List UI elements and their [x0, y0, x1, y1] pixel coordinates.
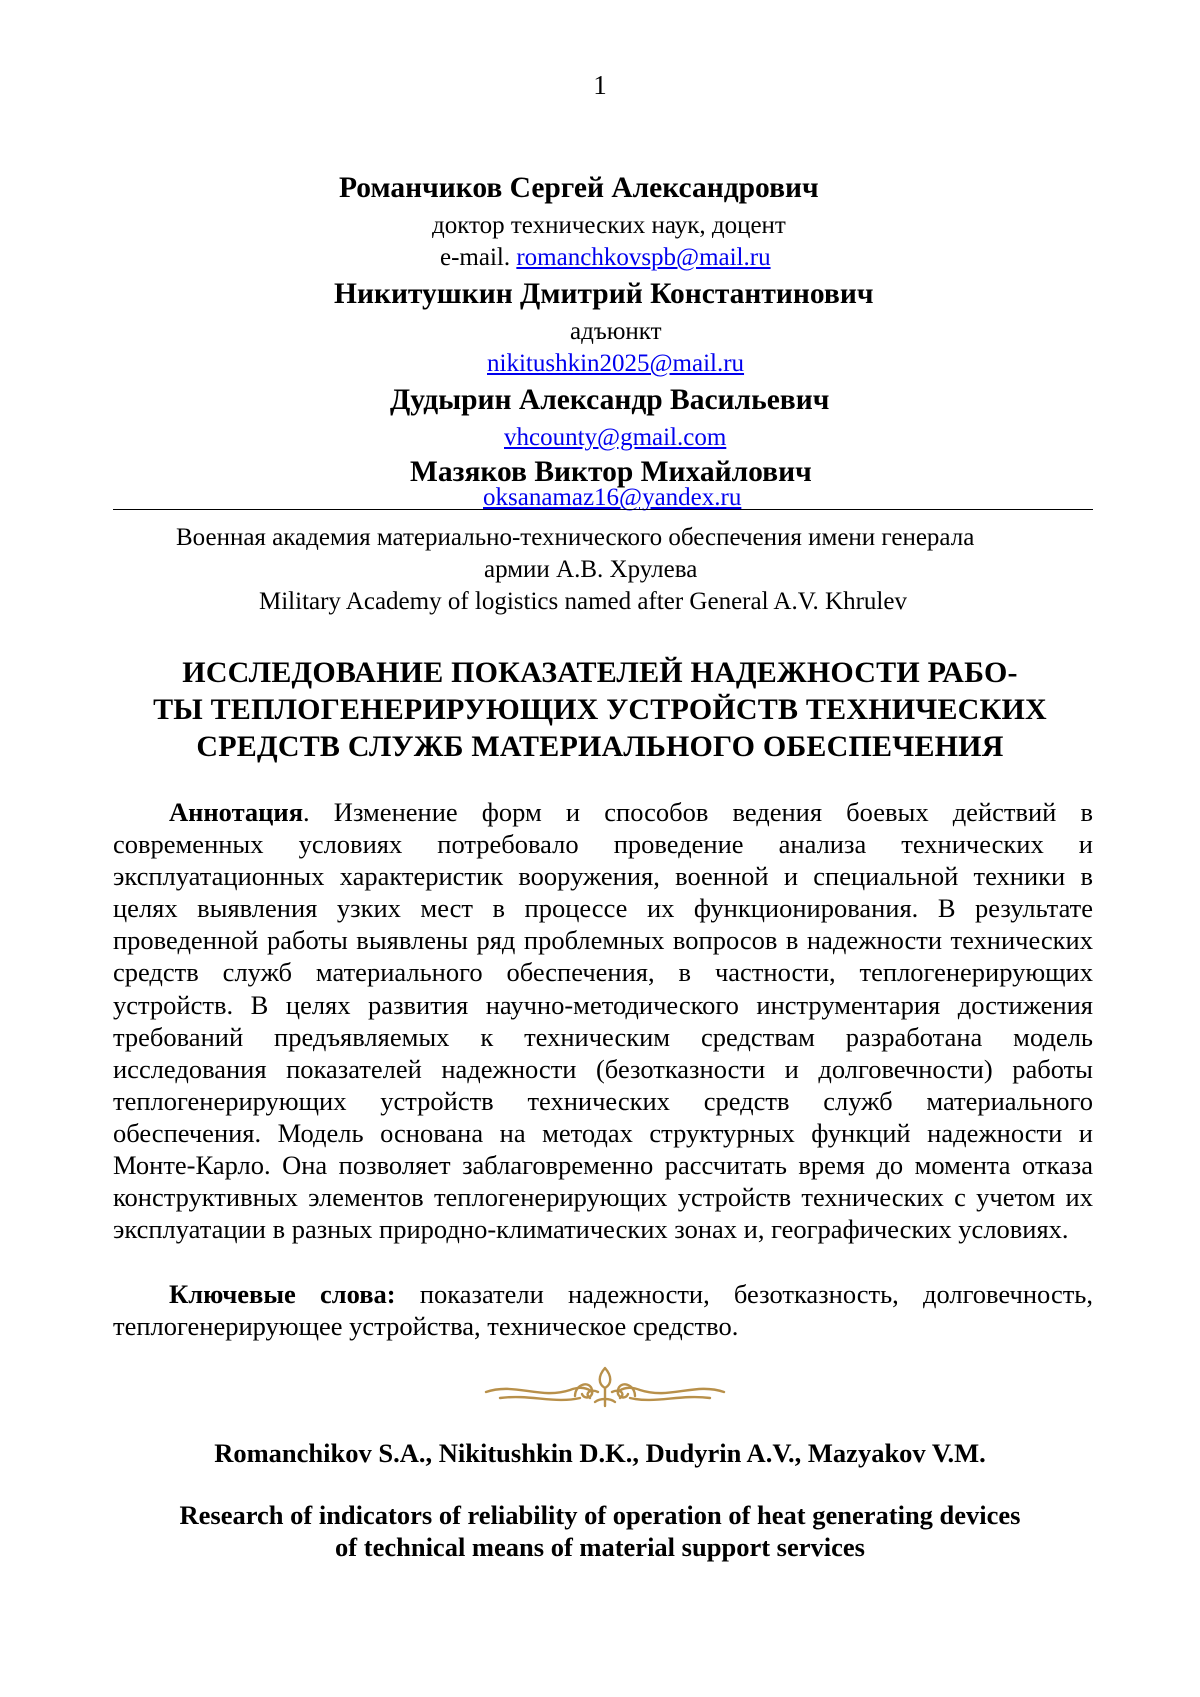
english-authors: Romanchikov S.A., Nikitushkin D.K., Dudyrin A.V., Mazyakov V.M. — [214, 1438, 986, 1468]
author-4-name: Мазяков Виктор Михайлович — [410, 456, 812, 488]
author-2-position: адъюнкт — [570, 318, 662, 345]
annotation-paragraph — [113, 796, 1093, 1245]
annotation-text: . Изменение форм и способов ведения боевых действий в современных условиях потребовало проведение анализа технических и эксплуатационных характеристик вооружения, военной и специальной техники в целях выявления узких мест в процессе их функционирования. В результате проведенной работы выявлены ряд проблемных вопросов в надежности технических средств служб материального обеспечения, в частности, теплогенерирующих устройств. В целях развития научно-методического инструментария достижения требований предъявляемых к техническим средствам разработана модель исследования показателей надежности (безотказности и долговечности) работы теплогенерирующих устройств технических средств служб материального обеспечения. Модель основана на методах структурных функций надежности и Монте-Карло. Она позволяет заблаговременно рассчитать время до момента отказа конструктивных элементов теплогенерирующих устройств технических с учетом их эксплуатации в разных природно-климатических зонах и, географических условиях. — [113, 797, 1093, 1245]
keywords-text: показатели надежности, безотказность, долговечность, теплогенерирующее устройства, техническое средство. — [113, 1279, 1093, 1342]
affiliation-ru-line-2: армии А.В. Хрулева — [484, 556, 698, 583]
author-1-name: Романчиков Сергей Александрович — [339, 172, 819, 204]
author-1-email-prefix: e-mail. — [440, 244, 517, 271]
decorative-scroll-divider-icon — [480, 1362, 730, 1414]
author-3-name: Дудырин Александр Васильевич — [390, 384, 830, 416]
title-line-3: СРЕДСТВ СЛУЖБ МАТЕРИАЛЬНОГО ОБЕСПЕЧЕНИЯ — [196, 730, 1004, 763]
english-title-line-2: of technical means of material support services — [335, 1532, 865, 1562]
author-2-email-link[interactable]: nikitushkin2025@mail.ru — [487, 350, 745, 377]
annotation-label: Аннотация — [169, 797, 304, 827]
title-line-2: ТЫ ТЕПЛОГЕНЕРИРУЮЩИХ УСТРОЙСТВ ТЕХНИЧЕСКИХ — [153, 693, 1047, 726]
keywords-paragraph — [113, 1278, 1093, 1342]
keywords-label: Ключевые слова: — [169, 1279, 396, 1309]
author-2-name: Никитушкин Дмитрий Константинович — [334, 278, 874, 310]
author-1-email-link[interactable]: romanchkovspb@mail.ru — [516, 244, 771, 271]
affiliation-en: Military Academy of logistics named after General A.V. Khrulev — [259, 588, 907, 615]
affiliation-ru-line-1: Военная академия материально-технического обеспечения имени генерала — [176, 524, 975, 551]
author-1-email-line — [440, 244, 771, 272]
page-number: 1 — [593, 70, 607, 100]
separator-rule — [113, 509, 1093, 510]
author-3-email-link[interactable]: vhcounty@gmail.com — [504, 424, 727, 451]
author-4-email-link[interactable]: oksanamaz16@yandex.ru — [483, 484, 742, 511]
english-title-line-1: Research of indicators of reliability of operation of heat generating devices — [179, 1500, 1021, 1530]
author-1-degree: доктор технических наук, доцент — [432, 212, 786, 239]
title-line-1: ИССЛЕДОВАНИЕ ПОКАЗАТЕЛЕЙ НАДЕЖНОСТИ РАБО- — [182, 656, 1018, 689]
